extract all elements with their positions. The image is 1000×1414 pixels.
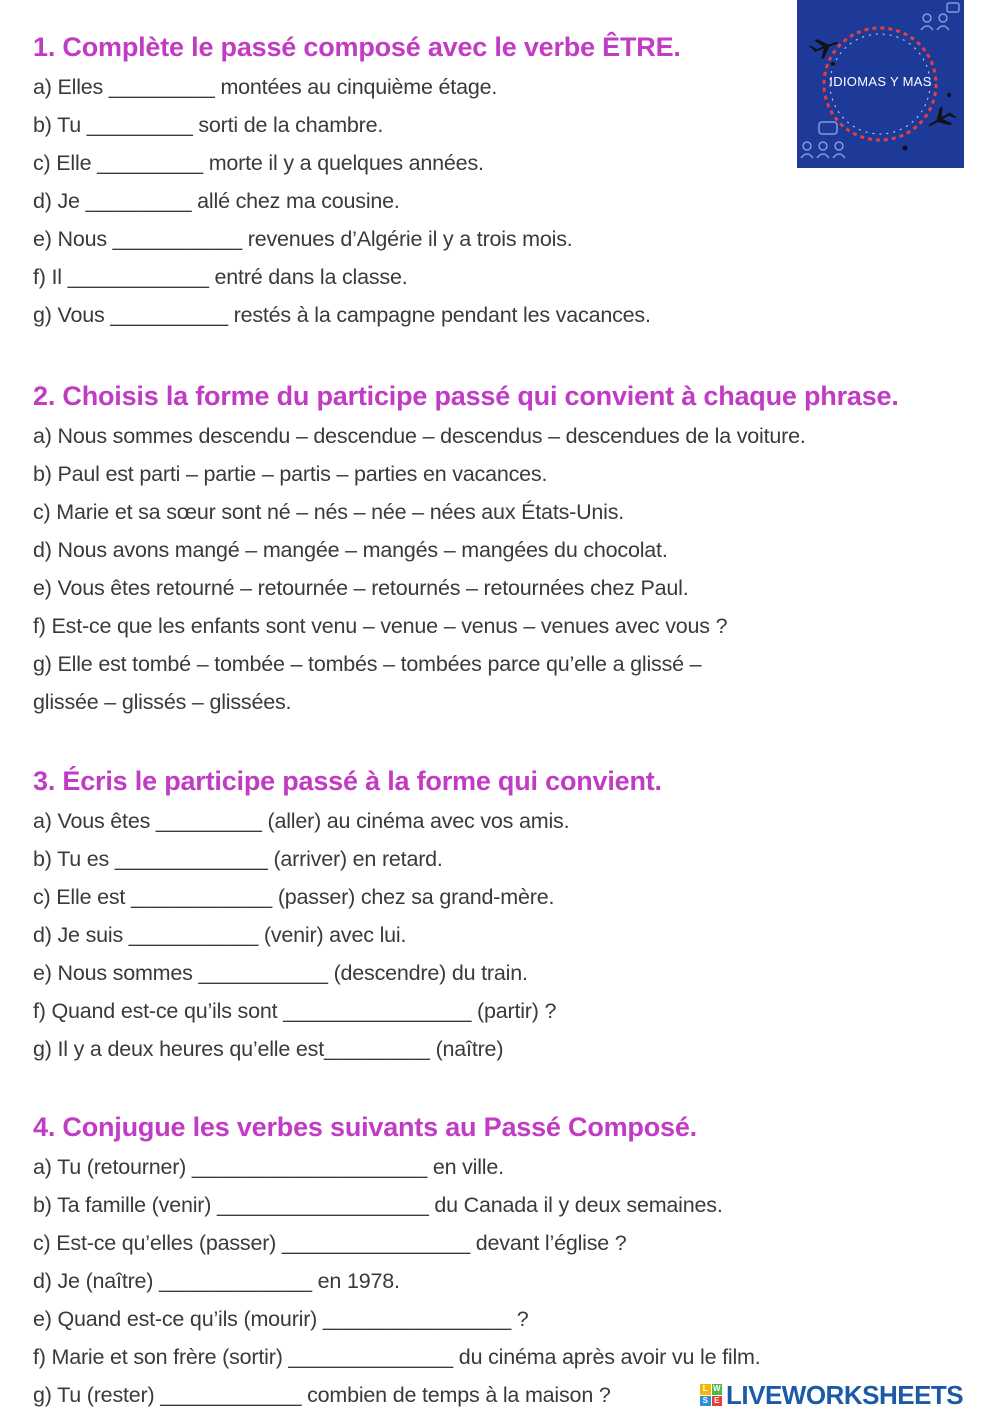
liveworksheets-logo-icon [700, 1384, 722, 1406]
brand-mark-letter: S [700, 1396, 711, 1407]
exercise-3-item-a: a) Vous êtes _________ (aller) au cinéma avec vos amis. [33, 809, 570, 833]
exercise-2-item-d: d) Nous avons mangé – mangée – mangés – mangées du chocolat. [33, 538, 668, 562]
exercise-4-item-e: e) Quand est-ce qu’ils (mourir) ________________ ? [33, 1307, 529, 1331]
exercise-1-item-f: f) Il ____________ entré dans la classe. [33, 265, 408, 289]
exercise-4-item-d: d) Je (naître) _____________ en 1978. [33, 1269, 400, 1293]
exercise-1-item-c: c) Elle _________ morte il y a quelques années. [33, 151, 484, 175]
exercise-3-item-e: e) Nous sommes ___________ (descendre) du train. [33, 961, 528, 985]
exercise-1-item-g: g) Vous __________ restés à la campagne pendant les vacances. [33, 303, 651, 327]
liveworksheets-wordmark: LIVEWORKSHEETS [726, 1379, 964, 1410]
exercise-2-item-f: f) Est-ce que les enfants sont venu – venue – venus – venues avec vous ? [33, 614, 728, 638]
idiomas-y-mas-logo [797, 0, 964, 168]
exercise-1-item-e: e) Nous ___________ revenues d’Algérie il y a trois mois. [33, 227, 573, 251]
exercise-3-item-g: g) Il y a deux heures qu’elle est_________ (naître) [33, 1037, 504, 1061]
exercise-1-item-a: a) Elles _________ montées au cinquième étage. [33, 75, 498, 99]
brand-mark-letter: E [712, 1396, 723, 1407]
brand-mark-letter: W [712, 1384, 721, 1393]
exercise-3-item-b: b) Tu es _____________ (arriver) en retard. [33, 847, 443, 871]
exercise-4-item-f: f) Marie et son frère (sortir) ______________ du cinéma après avoir vu le film. [33, 1345, 761, 1369]
exercise-2-item-g-continued: glissée – glissés – glissées. [33, 690, 292, 714]
exercise-2-item-e: e) Vous êtes retourné – retournée – retournés – retournées chez Paul. [33, 576, 689, 600]
exercise-2-item-c: c) Marie et sa sœur sont né – nés – née – nées aux États-Unis. [33, 500, 625, 524]
exercise-2-title: 2. Choisis la forme du participe passé qui convient à chaque phrase. [33, 381, 899, 411]
exercise-4-item-b: b) Ta famille (venir) __________________ du Canada il y deux semaines. [33, 1193, 723, 1217]
logo-text: IDIOMAS Y MAS [829, 74, 932, 89]
airplane-icon [923, 103, 958, 135]
exercise-2-item-a: a) Nous sommes descendu – descendue – descendus – descendues de la voiture. [33, 424, 806, 448]
exercise-3-item-d: d) Je suis ___________ (venir) avec lui. [33, 923, 407, 947]
exercise-3-item-f: f) Quand est-ce qu’ils sont ________________ (partir) ? [33, 999, 557, 1023]
exercise-3-title: 3. Écris le participe passé à la forme qui convient. [33, 766, 662, 796]
exercise-2-item-g: g) Elle est tombé – tombée – tombés – tombées parce qu’elle a glissé – [33, 652, 702, 676]
exercise-3 [33, 760, 978, 1068]
chat-icon [801, 122, 845, 158]
exercise-3-item-c: c) Elle est ____________ (passer) chez sa grand-mère. [33, 885, 555, 909]
exercise-1-title: 1. Complète le passé composé avec le verbe ÊTRE. [33, 32, 681, 62]
liveworksheets-brand [700, 1378, 963, 1412]
exercise-2 [33, 375, 978, 721]
exercise-4-item-a: a) Tu (retourner) ____________________ en ville. [33, 1155, 504, 1179]
exercise-1-item-d: d) Je _________ allé chez ma cousine. [33, 189, 400, 213]
people-icon [921, 3, 959, 30]
brand-mark-letter: L [700, 1384, 711, 1395]
exercise-4 [33, 1106, 978, 1414]
exercise-2-item-b: b) Paul est parti – partie – partis – parties en vacances. [33, 462, 548, 486]
exercise-4-item-c: c) Est-ce qu’elles (passer) ________________ devant l’église ? [33, 1231, 627, 1255]
exercise-4-item-g: g) Tu (rester) ____________ combien de temps à la maison ? [33, 1383, 611, 1407]
exercise-1-item-b: b) Tu _________ sorti de la chambre. [33, 113, 384, 137]
exercise-4-title: 4. Conjugue les verbes suivants au Passé Composé. [33, 1112, 697, 1142]
airplane-icon [808, 33, 842, 62]
